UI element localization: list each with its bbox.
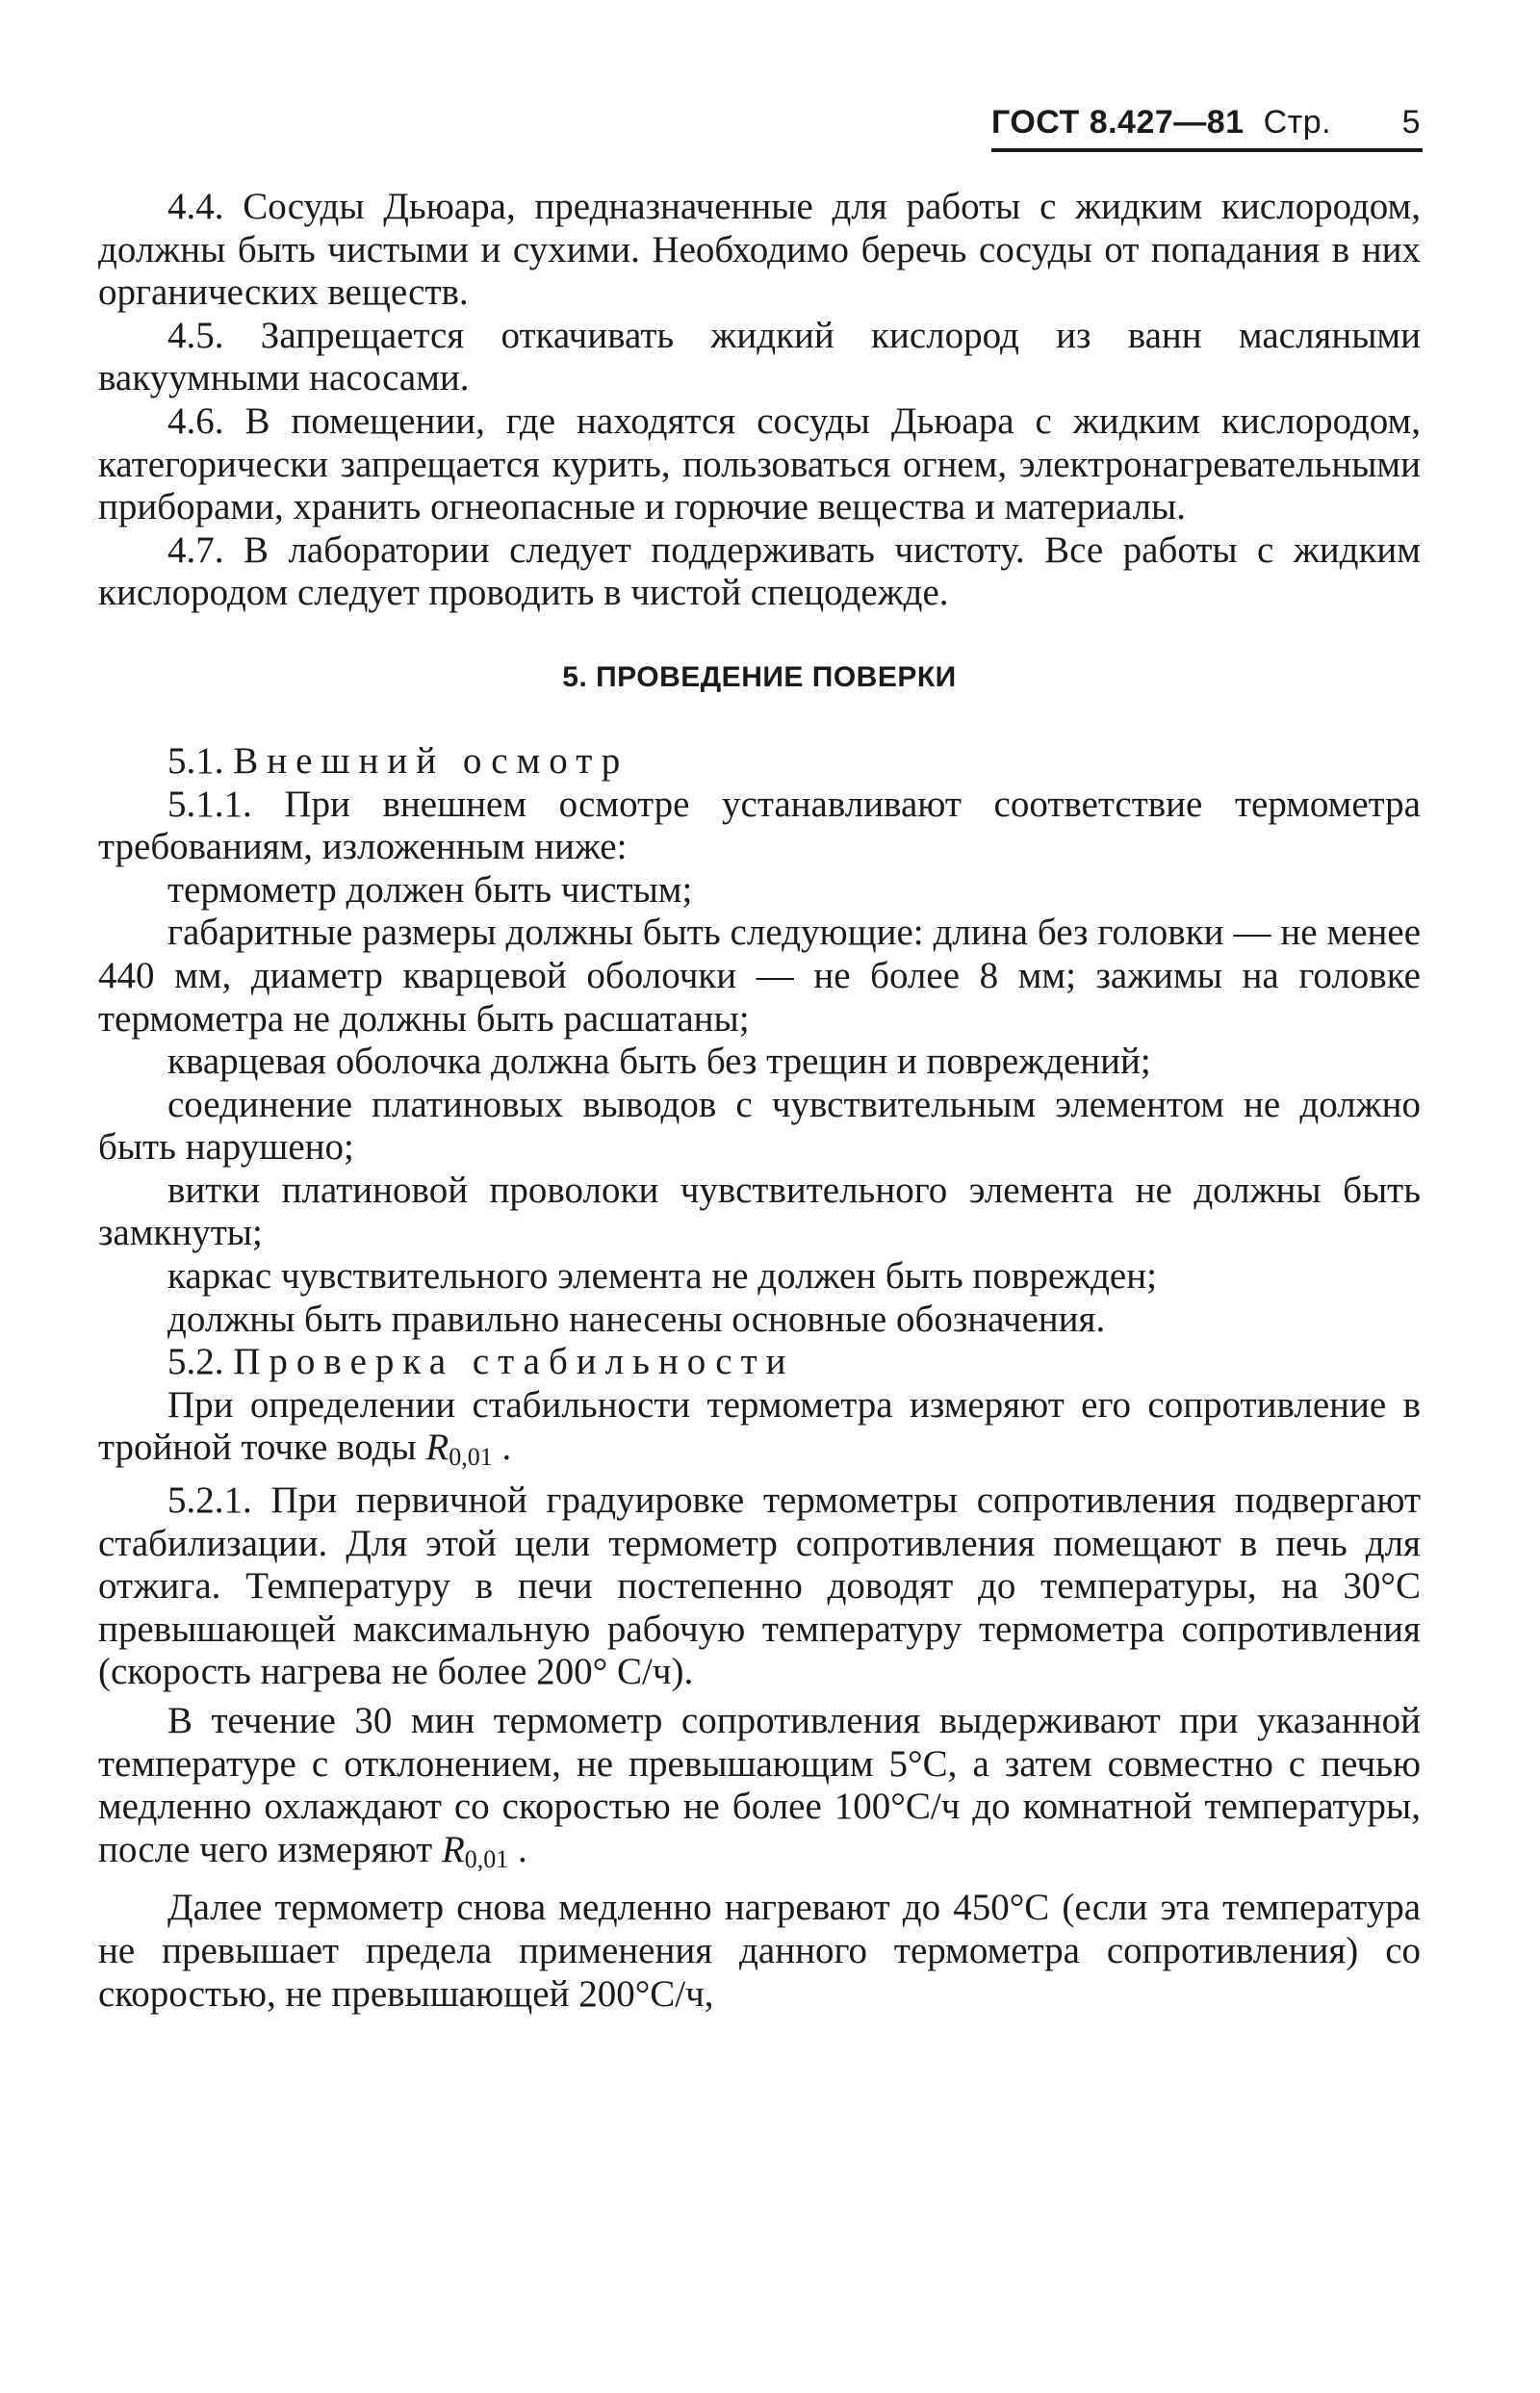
- requirement-item-7: должны быть правильно нанесены основные обозначения.: [167, 1298, 1106, 1340]
- paragraph-4-6: 4.6. В помещении, где находятся сосуды Дьюара с жидким кислородом, категорически запрещается курить, пользоваться огнем, электронагревательными приборами, хранить огнеопасные и горючие вещества и материалы.: [98, 399, 1421, 528]
- section-5-heading: 5. ПРОВЕДЕНИЕ ПОВЕРКИ: [562, 660, 957, 693]
- paragraph-5-2-1: 5.2.1. При первичной градуировке термометры сопротивления подвергают стабилизации. Для этой цели термометр сопротивления помещают в печь для отжига. Температуру в печи постепенно доводят до температуры, на 30°C превышающей максимальную рабочую температуру термометра сопротивления (скорость нагрева не более 200° С/ч).: [98, 1480, 1421, 1693]
- paragraph-stabilization-hold: [98, 1700, 1421, 1881]
- subsection-5-2-heading: [98, 1341, 1421, 1384]
- subsection-5-2-number: 5.2.: [167, 1341, 224, 1383]
- requirement-item-1: термометр должен быть чистым;: [167, 868, 693, 911]
- paragraph-5-2: [98, 1384, 1421, 1480]
- subsection-5-1-heading: [98, 740, 1421, 784]
- requirement-item-5: витки платиновой проволоки чувствительного элемента не должны быть замкнуты;: [98, 1169, 1421, 1254]
- paragraph-5-2-period: .: [501, 1427, 512, 1469]
- paragraph-stabilization-period: .: [518, 1828, 527, 1870]
- resistance-symbol: R: [425, 1427, 449, 1469]
- document-body: [98, 186, 1421, 2016]
- requirement-item-6: каркас чувствительного элемента не должен быть поврежден;: [167, 1255, 1157, 1298]
- paragraph-4-4: 4.4. Сосуды Дьюара, предназначенные для работы с жидким кислородом, должны быть чистыми и сухими. Необходимо беречь сосуды от попадания в них органических веществ.: [98, 186, 1421, 314]
- paragraph-reheating: Далее термометр снова медленно нагревают до 450°C (если эта температура не превышает предела применения данного термометра сопротивления) со скоростью, не превышающей 200°С/ч,: [98, 1887, 1421, 2015]
- page-label: Стр.: [1263, 104, 1332, 141]
- paragraph-4-7: 4.7. В лаборатории следует поддерживать чистоту. Все работы с жидким кислородом следует проводить в чистой спецодежде.: [98, 528, 1421, 614]
- resistance-subscript-2: 0,01: [464, 1844, 509, 1873]
- subsection-5-2-title: Проверка стабильности: [233, 1341, 795, 1383]
- requirement-item-2: габаритные размеры должны быть следующие: длина без головки — не менее 440 мм, диаметр кварцевой оболочки — не более 8 мм; зажимы на головке термометра не должны быть расшатаны;: [98, 912, 1421, 1040]
- requirement-item-3: кварцевая оболочка должна быть без трещин и повреждений;: [167, 1041, 1151, 1083]
- paragraph-5-1-1: 5.1.1. При внешнем осмотре устанавливают соответствие термометра требованиям, изложенным ниже:: [98, 783, 1421, 868]
- requirement-item-4: соединение платиновых выводов с чувствительным элементом не должно быть нарушено;: [98, 1083, 1421, 1169]
- resistance-subscript: 0,01: [449, 1443, 493, 1472]
- subsection-5-1-title: Внешний осмотр: [233, 739, 629, 782]
- document-code: ГОСТ 8.427—81: [991, 104, 1245, 141]
- page-header: [991, 104, 1423, 150]
- paragraph-5-2-text: При определении стабильности термометра измеряют его сопротивление в тройной точке воды: [98, 1383, 1421, 1469]
- paragraph-4-5: 4.5. Запрещается откачивать жидкий кислород из ванн масляными вакуумными насосами.: [98, 314, 1421, 399]
- paragraph-stabilization-text: В течение 30 мин термометр сопротивления выдерживают при указанной температуре с отклонением, не превышающим 5°C, а затем совместно с печью медленно охлаждают со скоростью не более 100°С/ч до комнатной температуры, после чего измеряют: [98, 1700, 1421, 1870]
- header-rule: [991, 148, 1423, 152]
- subsection-5-1-number: 5.1.: [167, 739, 224, 782]
- page-number: 5: [1401, 104, 1421, 141]
- resistance-symbol-2: R: [441, 1828, 465, 1870]
